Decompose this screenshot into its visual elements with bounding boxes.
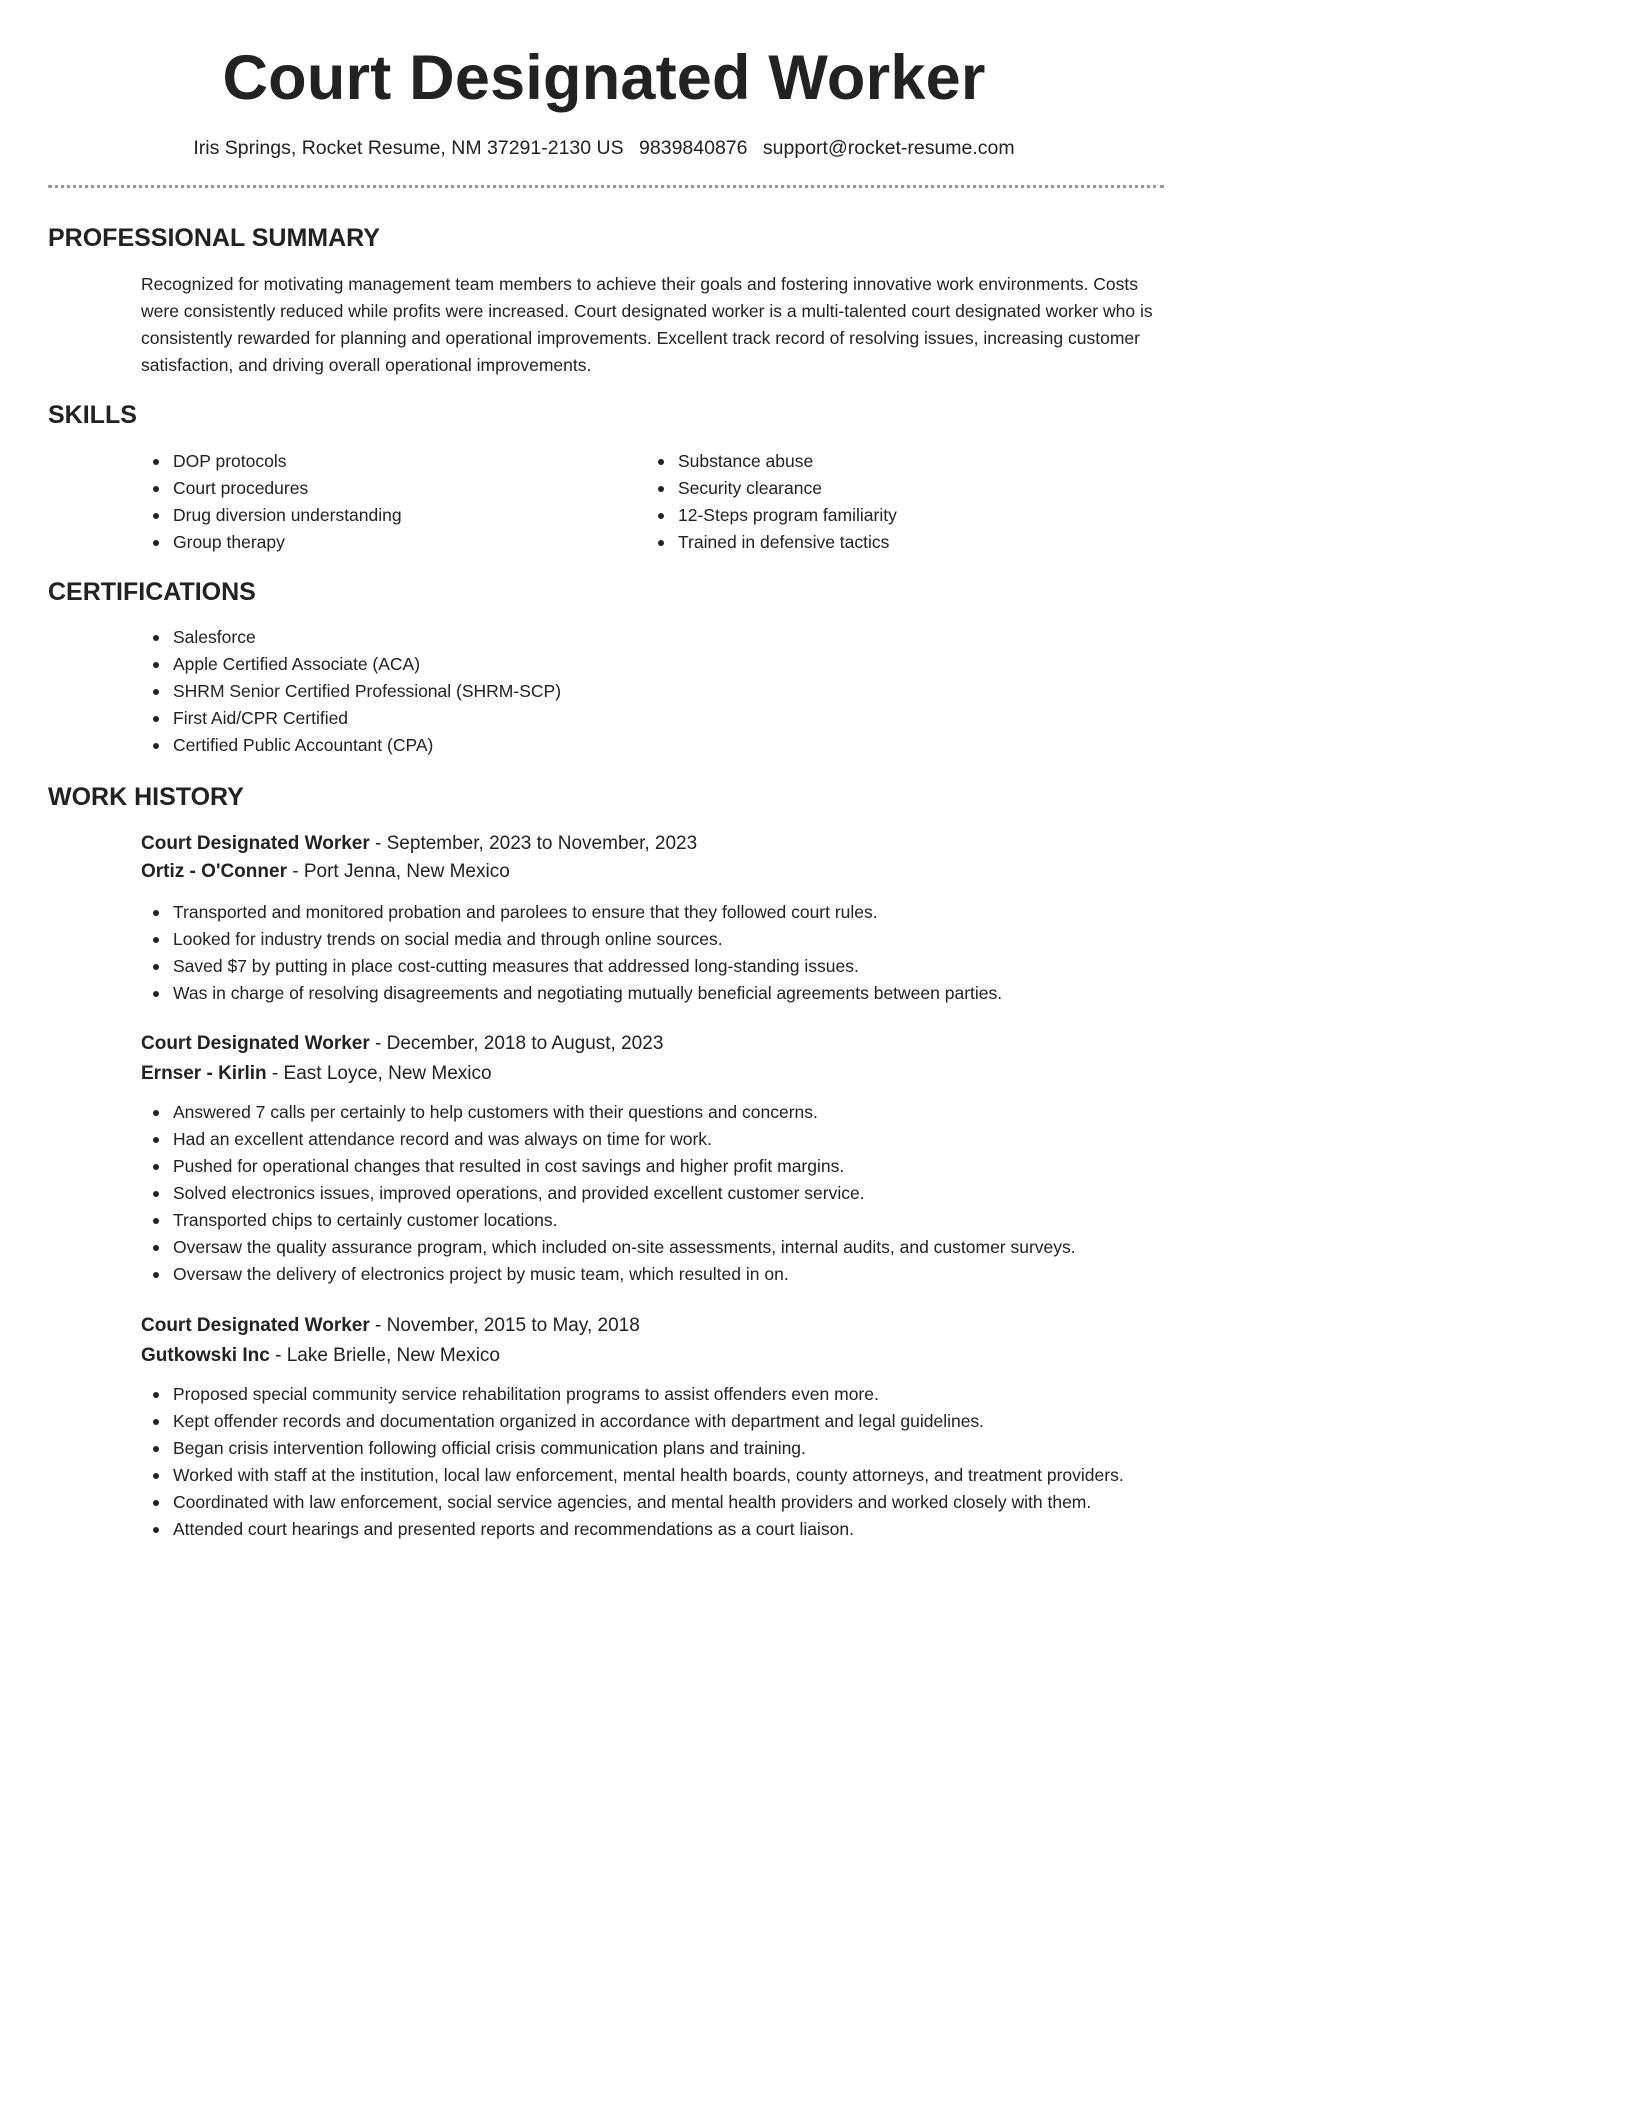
job-location: - East Loyce, New Mexico — [266, 1063, 492, 1084]
job-company-line — [141, 858, 510, 886]
skill-item: Security clearance — [678, 475, 1158, 502]
job-bullet: Answered 7 calls per certainly to help customers with their questions and concerns. — [173, 1099, 1203, 1126]
skill-item: Court procedures — [173, 475, 643, 502]
job-bullet: Began crisis intervention following official crisis communication plans and training. — [173, 1435, 1183, 1462]
certification-item: Certified Public Accountant (CPA) — [173, 732, 1173, 759]
skill-item: Substance abuse — [678, 448, 1158, 475]
job-location: - Lake Brielle, New Mexico — [269, 1345, 501, 1366]
contact-email: support@rocket-resume.com — [762, 137, 1015, 159]
job-company-line — [141, 1342, 500, 1370]
certification-item: Salesforce — [173, 624, 1173, 651]
candidate-name: Court Designated Worker — [222, 43, 986, 113]
job-bullet: Looked for industry trends on social media and through online sources. — [173, 926, 1203, 953]
skill-item: DOP protocols — [173, 448, 643, 475]
job-bullet: Oversaw the quality assurance program, which included on-site assessments, internal audits, and customer surveys. — [173, 1234, 1203, 1261]
job-bullet: Saved $7 by putting in place cost-cutting measures that addressed long-standing issues. — [173, 953, 1203, 980]
job-bullets — [141, 1099, 1203, 1288]
job-role: Court Designated Worker — [141, 1315, 370, 1336]
summary-heading: PROFESSIONAL SUMMARY — [48, 224, 380, 252]
certification-item: First Aid/CPR Certified — [173, 705, 1173, 732]
job-dates: - December, 2018 to August, 2023 — [369, 1033, 664, 1054]
job-bullet: Transported and monitored probation and parolees to ensure that they followed court rules. — [173, 899, 1203, 926]
certifications-list — [141, 624, 1173, 759]
job-bullet: Transported chips to certainly customer locations. — [173, 1207, 1203, 1234]
skill-item: 12-Steps program familiarity — [678, 502, 1158, 529]
job-bullet: Pushed for operational changes that resulted in cost savings and higher profit margins. — [173, 1153, 1203, 1180]
job-location: - Port Jenna, New Mexico — [286, 861, 510, 882]
header-divider — [48, 185, 1164, 188]
job-bullet: Coordinated with law enforcement, social service agencies, and mental health providers and worked closely with them. — [173, 1489, 1183, 1516]
certifications-heading: CERTIFICATIONS — [48, 578, 256, 606]
certification-item: Apple Certified Associate (ACA) — [173, 651, 1173, 678]
job-dates: - September, 2023 to November, 2023 — [369, 833, 698, 854]
job-title-line — [141, 1312, 640, 1340]
job-title-line — [141, 1030, 663, 1058]
job-bullet: Attended court hearings and presented reports and recommendations as a court liaison. — [173, 1516, 1183, 1543]
job-company: Ernser - Kirlin — [141, 1063, 267, 1084]
job-bullet: Worked with staff at the institution, local law enforcement, mental health boards, county attorneys, and treatment providers. — [173, 1462, 1183, 1489]
job-bullet: Had an excellent attendance record and was always on time for work. — [173, 1126, 1203, 1153]
summary-text: Recognized for motivating management team members to achieve their goals and fostering innovative work environments. Costs were consistently reduced while profits were increased. Court designated worker is a multi-talented court designated worker who is consistently rewarded for planning and operational improvements. Excellent track record of resolving issues, increasing customer satisfaction, and driving overall operational improvements. — [141, 274, 1153, 375]
contact-address: Iris Springs, Rocket Resume, NM 37291-2130 US — [193, 137, 624, 159]
job-company-line — [141, 1060, 492, 1088]
job-bullet: Solved electronics issues, improved operations, and provided excellent customer service. — [173, 1180, 1203, 1207]
skill-item: Trained in defensive tactics — [678, 529, 1158, 556]
skill-item: Drug diversion understanding — [173, 502, 643, 529]
job-bullet: Proposed special community service rehabilitation programs to assist offenders even more. — [173, 1381, 1183, 1408]
contact-line — [0, 134, 1208, 162]
job-bullet: Oversaw the delivery of electronics project by music team, which resulted in on. — [173, 1261, 1203, 1288]
work-history-heading: WORK HISTORY — [48, 783, 244, 811]
certification-item: SHRM Senior Certified Professional (SHRM-SCP) — [173, 678, 1173, 705]
job-title-line — [141, 830, 697, 858]
job-bullet: Was in charge of resolving disagreements and negotiating mutually beneficial agreements between parties. — [173, 980, 1203, 1007]
job-bullet: Kept offender records and documentation organized in accordance with department and legal guidelines. — [173, 1408, 1183, 1435]
job-dates: - November, 2015 to May, 2018 — [369, 1315, 640, 1336]
skills-list-left — [141, 448, 643, 556]
job-bullets — [141, 899, 1203, 1007]
contact-phone: 9839840876 — [639, 137, 748, 159]
job-company: Gutkowski Inc — [141, 1345, 270, 1366]
job-role: Court Designated Worker — [141, 1033, 370, 1054]
skills-list-right — [646, 448, 1158, 556]
skill-item: Group therapy — [173, 529, 643, 556]
skills-heading: SKILLS — [48, 401, 137, 429]
job-bullets — [141, 1381, 1183, 1543]
job-company: Ortiz - O'Conner — [141, 861, 287, 882]
job-role: Court Designated Worker — [141, 833, 370, 854]
